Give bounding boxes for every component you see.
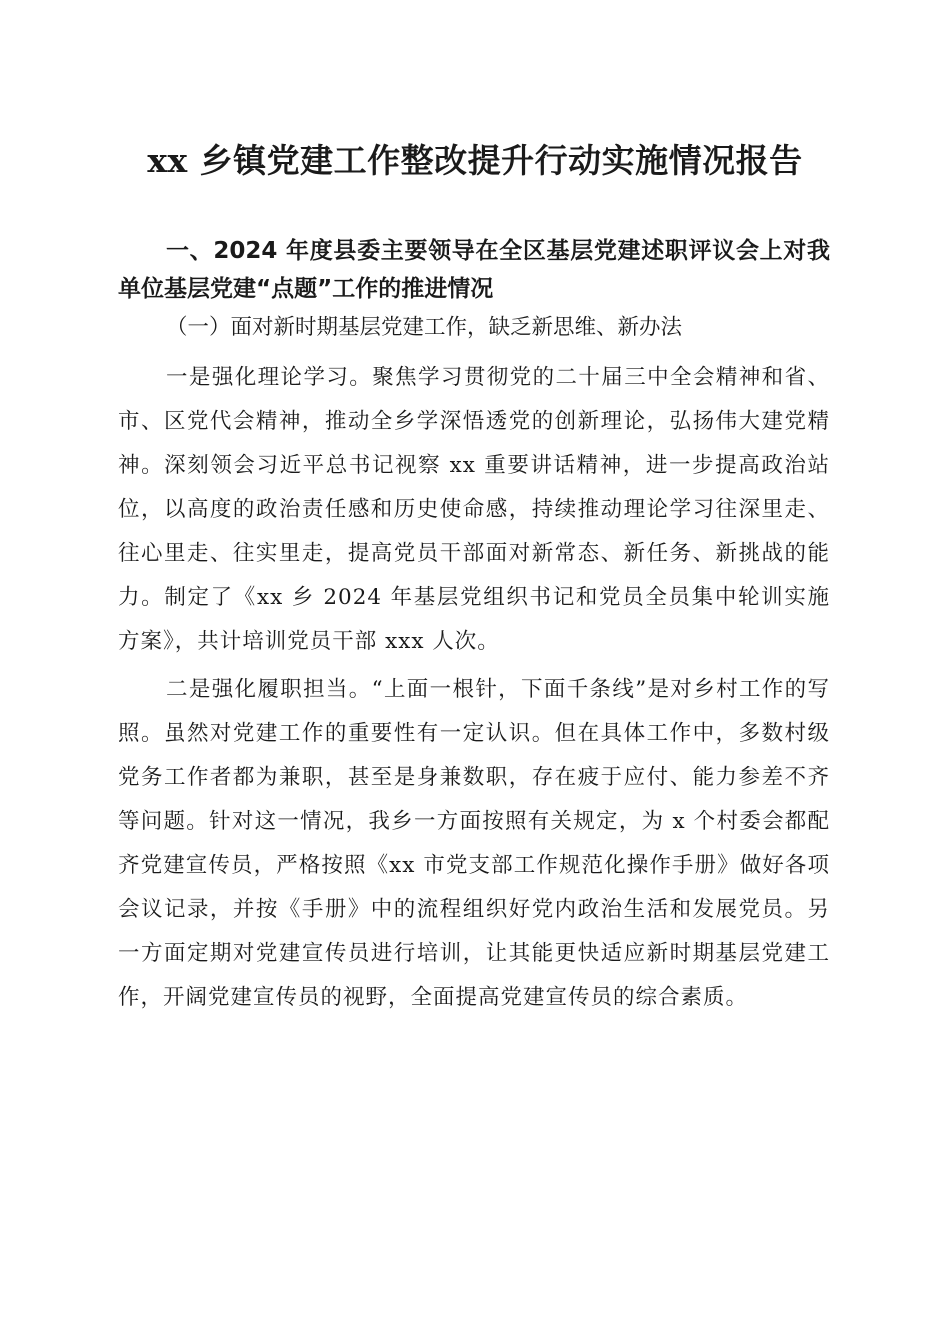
paragraph: 二是强化履职担当。“上面一根针，下面千条线”是对乡村工作的写照。虽然对党建工作的重要性有一定认识。但在具体工作中，多数村级党务工作者都为兼职，甚至是身兼数职，存在疲于应付、能力参差不齐等问题。针对这一情况，我乡一方面按照有关规定，为 x 个村委会都配齐党建宣传员，严格按照《xx 市党支部工作规范化操作手册》做好各项会议记录，并按《手册》中的流程组织好党内政治生活和发展党员。另一方面定期对党建宣传员进行培训，让其能更快适应新时期基层党建工作，开阔党建宣传员的视野，全面提高党建宣传员的综合素质。 bbox=[118, 677, 830, 1010]
page-title: xx 乡镇党建工作整改提升行动实施情况报告 bbox=[147, 141, 803, 180]
subsection-heading: （一）面对新时期基层党建工作，缺乏新思维、新办法 bbox=[166, 315, 683, 340]
document-body bbox=[118, 232, 830, 1020]
section-heading: 一、2024 年度县委主要领导在全区基层党建述职评议会上对我单位基层党建“点题”工作的推进情况 bbox=[118, 238, 830, 302]
paragraph: 一是强化理论学习。聚焦学习贯彻党的二十届三中全会精神和省、市、区党代会精神，推动全乡学深悟透党的创新理论，弘扬伟大建党精神。深刻领会习近平总书记视察 xx 重要讲话精神，进一步提高政治站位，以高度的政治责任感和历史使命感，持续推动理论学习往深里走、往心里走、往实里走，提高党员干部面对新常态、新任务、新挑战的能力。制定了《xx 乡 2024 年基层党组织书记和党员全员集中轮训实施方案》，共计培训党员干部 xxx 人次。 bbox=[118, 365, 830, 654]
